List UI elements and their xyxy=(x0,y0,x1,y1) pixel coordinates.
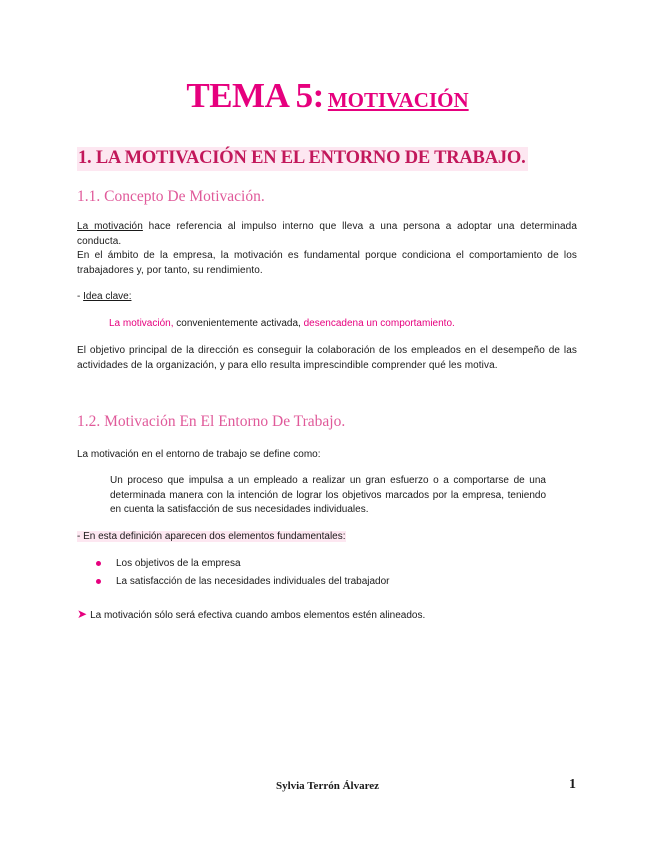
page-number: 1 xyxy=(569,777,576,792)
bullet-icon xyxy=(96,579,101,584)
list-item xyxy=(96,554,390,572)
motivation-term: La motivación xyxy=(77,221,143,232)
arrow-right-icon: ➤ xyxy=(77,607,88,621)
company-context-paragraph: En el ámbito de la empresa, la motivación es fundamental porque condiciona el comportamiento de los trabajadores y, por tanto, su rendimiento. xyxy=(77,250,577,276)
key-idea-text: Idea clave: xyxy=(83,291,132,302)
workplace-intro: La motivación en el entorno de trabajo se define como: xyxy=(77,449,321,460)
list-item xyxy=(96,572,390,590)
key-idea-label xyxy=(77,291,131,302)
subsection-1-1-heading: 1.1. Concepto De Motivación. xyxy=(77,188,265,205)
page-title xyxy=(0,76,655,116)
elements-intro xyxy=(77,531,346,542)
motivation-definition-text: hace referencia al impulso interno que lleva a una persona a adoptar una determinada conducta. xyxy=(77,221,577,247)
key-idea-quote xyxy=(109,318,455,329)
elements-intro-text: - En esta definición aparecen dos elementos fundamentales: xyxy=(77,531,346,542)
objective-paragraph: El objetivo principal de la dirección es conseguir la colaboración de los empleados en el desempeño de las actividades de la organización, y para ello resulta imprescindible comprender qué les motiva. xyxy=(77,345,577,371)
list-item-text: Los objetivos de la empresa xyxy=(116,557,241,569)
quote-part-1: La motivación, xyxy=(109,318,174,329)
quote-part-3: desencadena un comportamiento. xyxy=(303,318,455,329)
elements-list xyxy=(96,554,390,590)
subsection-1-2-heading: 1.2. Motivación En El Entorno De Trabajo. xyxy=(77,413,346,430)
footer-author: Sylvia Terrón Álvarez xyxy=(275,780,380,792)
title-prefix: TEMA 5: xyxy=(186,76,324,115)
conclusion-text: La motivación sólo será efectiva cuando ambos elementos estén alineados. xyxy=(90,610,426,621)
bullet-icon xyxy=(96,561,101,566)
key-idea-prefix: - xyxy=(77,291,84,302)
list-item-text: La satisfacción de las necesidades individuales del trabajador xyxy=(116,575,390,587)
conclusion-line xyxy=(77,607,425,621)
title-topic: MOTIVACIÓN xyxy=(327,88,469,112)
quote-part-2: convenientemente activada, xyxy=(173,318,304,329)
motivation-definition-paragraph xyxy=(77,220,577,249)
workplace-definition: Un proceso que impulsa a un empleado a realizar un gran esfuerzo o a comportarse de una determinada manera con la intención de lograr los objetivos marcados por la empresa, teniendo en cuenta la satisfacción de sus necesidades individuales. xyxy=(110,475,546,515)
section-1-heading: 1. LA MOTIVACIÓN EN EL ENTORNO DE TRABAJO. xyxy=(77,147,528,171)
